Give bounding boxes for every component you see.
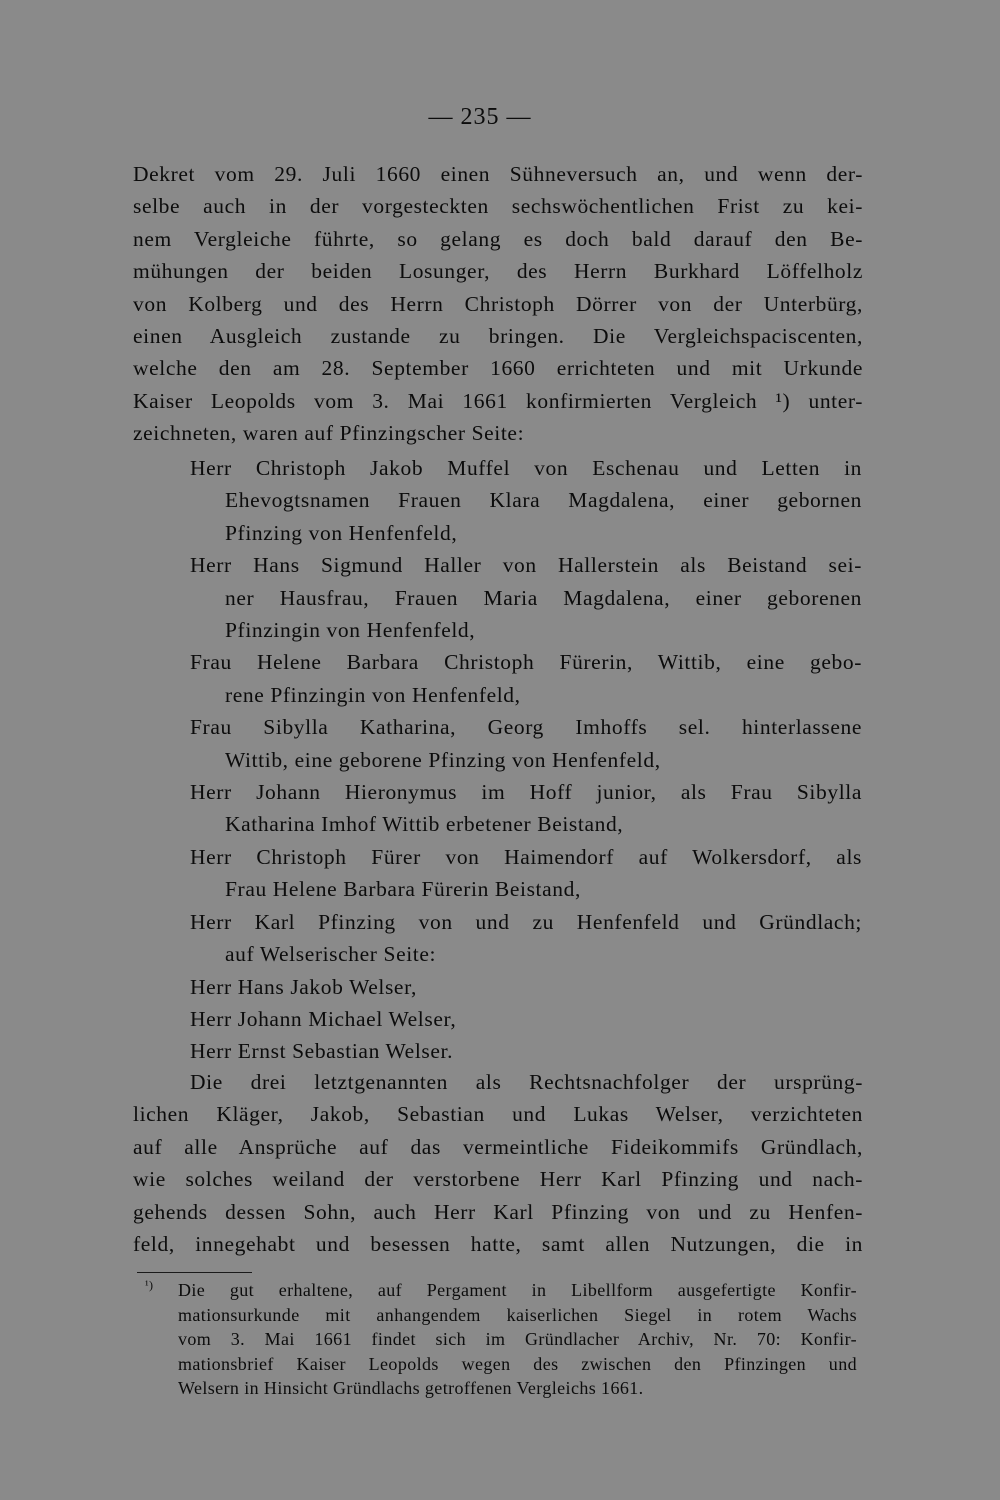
text-line: Herr Christoph Jakob Muffel von Eschenau und Letten in [190, 456, 862, 480]
text-line: Kaiser Leopolds vom 3. Mai 1661 konfirmierten Vergleich ¹) unter- [133, 388, 863, 413]
text-line: von Kolberg und des Herrn Christoph Dörrer von der Unterbürg, [133, 291, 863, 316]
text-line: rene Pfinzingin von Henfenfeld, [225, 682, 521, 707]
text-line: Pfinzingin von Henfenfeld, [225, 618, 476, 643]
signatory-entry [190, 1035, 862, 1067]
text-line: wie solches weiland der verstorbene Herr Karl Pfinzing und nach- [133, 1167, 863, 1192]
text-line: Dekret vom 29. Juli 1660 einen Sühneversuch an, und wenn der- [133, 162, 863, 186]
text-line: Herr Johann Hieronymus im Hoff junior, als Frau Sibylla [190, 780, 862, 805]
footnote-divider [137, 1272, 252, 1273]
text-line: ner Hausfrau, Frauen Maria Magdalena, einer geborenen [225, 585, 862, 610]
signatory-entry [190, 711, 862, 776]
text-line: Frau Sibylla Katharina, Georg Imhoffs sel. hinterlassene [190, 715, 862, 740]
signatory-entry [190, 646, 862, 711]
signatory-list [190, 452, 862, 1068]
text-line: vom 3. Mai 1661 findet sich im Gründlacher Archiv, Nr. 70: Konfir- [178, 1329, 857, 1350]
text-line: lichen Kläger, Jakob, Sebastian und Lukas Welser, verzichteten [133, 1102, 863, 1127]
text-line: Katharina Imhof Wittib erbetener Beistand, [225, 812, 624, 837]
signatory-entry [190, 1003, 862, 1035]
text-line: Ehevogtsnamen Frauen Klara Magdalena, einer gebornen [225, 488, 862, 513]
text-line: Die drei letztgenannten als Rechtsnachfolger der ursprüng- [190, 1070, 863, 1094]
signatory-entry [190, 971, 862, 1003]
text-line: Pfinzing von Henfenfeld, [225, 520, 458, 545]
signatory-entry [190, 549, 862, 646]
text-line: mühungen der beiden Losunger, des Herrn Burkhard Löffelholz [133, 259, 863, 284]
signatory-entry [190, 841, 862, 906]
text-line: gehends dessen Sohn, auch Herr Karl Pfinzing von und zu Henfen- [133, 1199, 863, 1224]
text-line: auf alle Ansprüche auf das vermeintliche Fideikommifs Gründlach, [133, 1134, 863, 1159]
text-line: einen Ausgleich zustande zu bringen. Die Vergleichspaciscenten, [133, 324, 863, 349]
body-paragraph-outro [133, 1066, 863, 1260]
signatory-entry [190, 452, 862, 549]
text-line: auf Welserischer Seite: [225, 942, 437, 967]
text-line: Herr Christoph Fürer von Haimendorf auf Wolkersdorf, als [190, 844, 862, 869]
text-line: Herr Karl Pfinzing von und zu Henfenfeld und Gründlach; [190, 909, 862, 934]
text-line: Herr Hans Sigmund Haller von Hallerstein als Beistand sei- [190, 553, 862, 578]
page-number: — 235 — [428, 104, 532, 130]
signatory-entry [190, 776, 862, 841]
text-line: zeichneten, waren auf Pfinzingscher Seite: [133, 421, 525, 446]
footnote: ¹) Die gut erhaltene, auf Pergament in Libellform ausgefertigte Konfir- mationsurkunde mit anhangendem kaiserlichen Siegel in rotem Wachs vom 3. Mai 1661 findet sich im Gründlacher Archiv, Nr. 70: Konfir- mationsbrief Kaiser Leopolds wegen des zwischen den Pfinzingen und Welsern in Hinsicht Gründlachs getroffenen Vergleichs 1661. [145, 1278, 857, 1401]
text-line: mationsurkunde mit anhangendem kaiserlichen Siegel in rotem Wachs [178, 1304, 857, 1325]
text-line: Frau Helene Barbara Fürerin Beistand, [225, 877, 581, 902]
text-line: Welsern in Hinsicht Gründlachs getroffenen Vergleichs 1661. [178, 1378, 644, 1399]
text-line: Herr Ernst Sebastian Welser. [190, 1039, 454, 1064]
text-line: mationsbrief Kaiser Leopolds wegen des zwischen den Pfinzingen und [178, 1353, 857, 1374]
text-line: Herr Hans Jakob Welser, [190, 974, 417, 999]
text-line: selbe auch in der vorgesteckten sechswöchentlichen Frist zu kei- [133, 194, 863, 219]
text-line: feld, innegehabt und besessen hatte, samt allen Nutzungen, die in [133, 1232, 863, 1257]
text-line: welche den am 28. September 1660 errichteten und mit Urkunde [133, 356, 863, 381]
text-line: Herr Johann Michael Welser, [190, 1006, 457, 1031]
body-paragraph-intro [133, 158, 863, 450]
signatory-entry [190, 906, 862, 971]
text-line: Die gut erhaltene, auf Pergament in Libellform ausgefertigte Konfir- [178, 1280, 857, 1300]
text-line: Frau Helene Barbara Christoph Fürerin, Wittib, eine gebo- [190, 650, 862, 675]
text-line: Wittib, eine geborene Pfinzing von Henfenfeld, [225, 747, 661, 772]
text-line: nem Vergleiche führte, so gelang es doch bald darauf den Be- [133, 226, 863, 251]
